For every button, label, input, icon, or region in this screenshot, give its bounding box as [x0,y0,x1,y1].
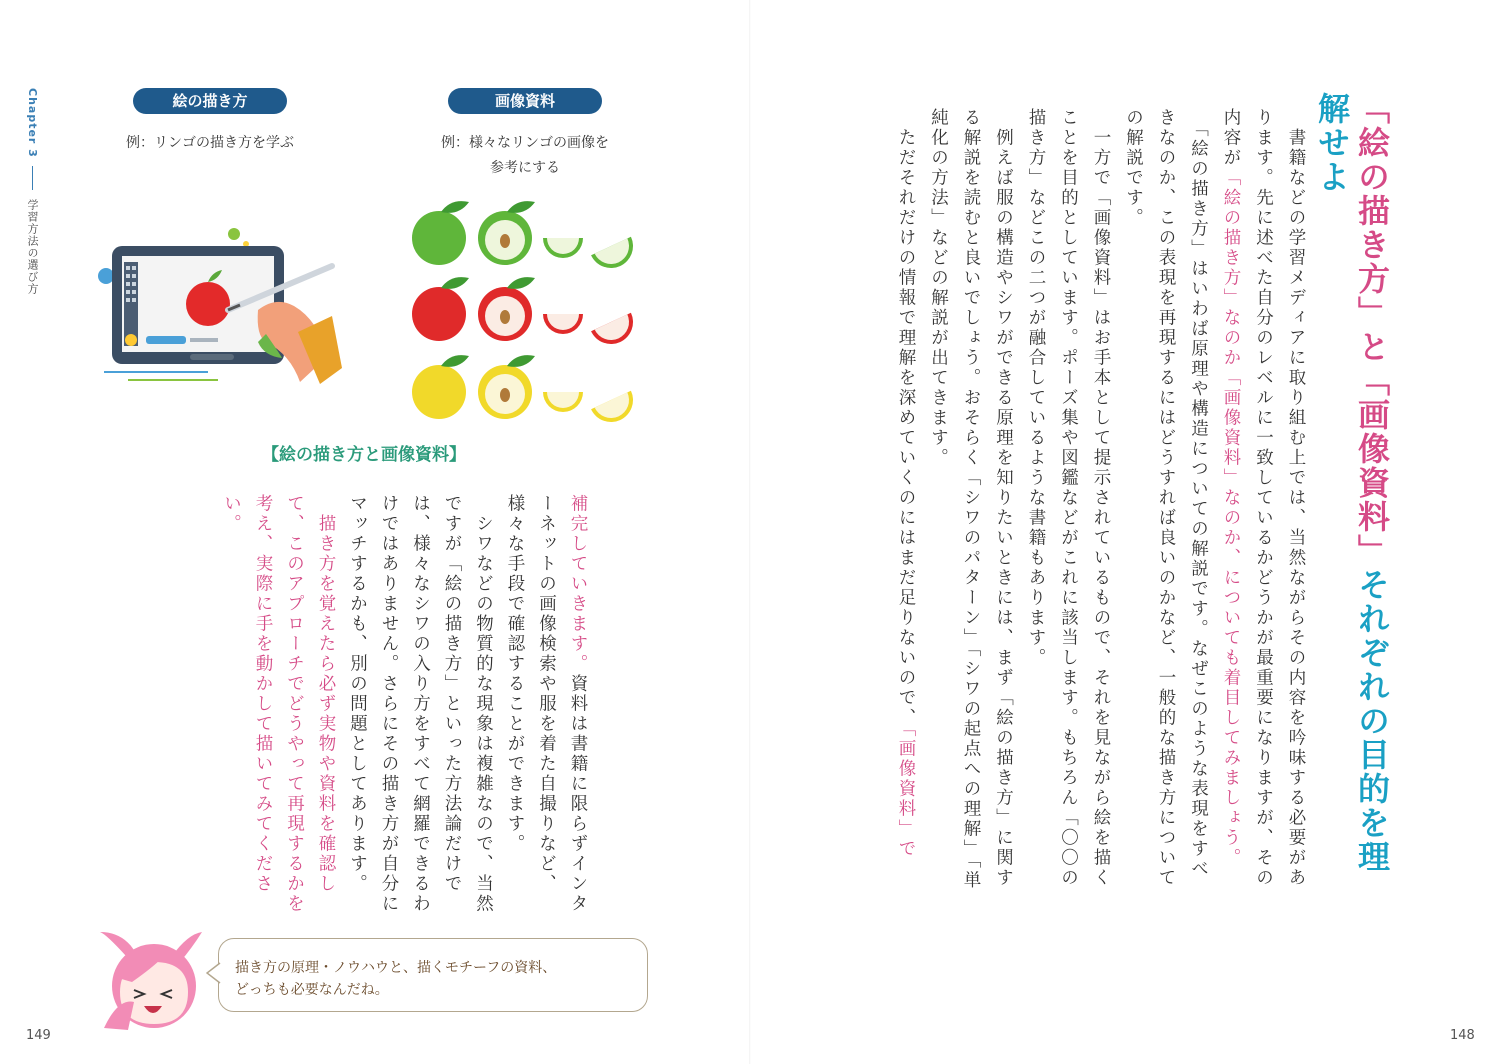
character-avatar [96,928,218,1032]
right-paragraph-4 [922,108,1020,898]
apple-row-red [412,277,640,351]
left-p2-text: シワなどの物質的な現象は複雑なので、当然ですが「絵の描き方」といった方法論だけでは、様々なシワの入り方をすべて網羅できるわけではありません。さらにその描き方が自分にマッチするかも、別の問題としてあります。 [347,494,494,914]
right-p5-pink: 「画像資料」で [896,728,916,860]
right-p4-text: 例えば服の構造やシワができる原理を知りたいときには、まず「絵の描き方」に関する解説を読むと良いでしょう。おそらく「シワのパターン」「シワの起点への理解」「単純化の方法」などの解説が出てきます。 [928,108,1014,891]
apple-row-green [412,201,640,275]
right-p3-text: 一方で「画像資料」はお手本として提示されているもので、それを見ながら絵を描くことを目的としています。ポーズ集や図鑑などがこれに該当します。もちろん「〇〇の描き方」などこの二つが融合しているような書籍もあります。 [1026,108,1111,888]
apple-reference-grid [405,196,640,428]
page-number-left: 149 [26,1028,51,1043]
page-heading [1312,92,1392,892]
right-paragraph-3 [1020,108,1118,898]
figure-caption: 【絵の描き方と画像資料】 [262,445,466,465]
speech-line-2: どっちも必要なんだね。 [235,982,389,998]
page-number-right: 148 [1450,1028,1475,1043]
right-page-body [890,108,1313,898]
left-paragraph-1 [499,494,594,914]
heading-rest: それぞれの目的を理解せよ [1313,92,1391,874]
tablet-drawing-illustration [98,226,343,386]
left-page-body [215,494,593,914]
pill-image-reference: 画像資料 [448,88,602,114]
right-paragraph-2 [1117,108,1215,898]
chapter-subtitle: 学習方法の選び方 [26,198,39,295]
left-p1-text: 資料は書籍に限らずインターネットの画像検索や服を着た自撮りなど、様々な手段で確認することができます。 [505,494,588,914]
speech-bubble-tail [206,962,222,984]
right-p2-text: 「絵の描き方」はいわば原理や構造についての解説です。なぜこのような表現をすべきなのか、この表現を再現するにはどうすれば良いのかなど、一般的な描き方についての解説です。 [1123,108,1209,888]
left-paragraph-2 [341,494,499,914]
right-paragraph-5 [890,108,923,898]
chapter-label: Chapter 3 [26,88,39,158]
heading-highlight: 「絵の描き方」と「画像資料」 [1353,92,1391,568]
right-p5-text: ただそれだけの情報で理解を深めていくのにはまだ足りないので、 [896,128,916,728]
left-paragraph-3 [215,494,341,914]
right-p1-text: 書籍などの学習メディアに取り組む上では、当然ながらその内容を吟味する必要があります。先に述べた自分のレベルに一致しているかどうかが最重要になりますが、その内容が [1221,108,1306,888]
example-images-line1: 例：様々なリンゴの画像を [441,135,609,151]
example-drawing: 例：リンゴの描き方を学ぶ [126,135,294,151]
pill-drawing-method: 絵の描き方 [133,88,287,114]
page-gutter [749,0,751,1064]
speech-line-1: 描き方の原理・ノウハウと、描くモチーフの資料、 [235,960,557,976]
left-p3-pink: 描き方を覚えたら必ず実物や資料を確認して、このアプローチでどうやって再現するかを考え、実際に手を動かして描いてみてください。 [221,494,336,914]
side-tab-divider [32,166,33,190]
example-images-line2: 参考にする [490,160,560,176]
chapter-side-tab [24,88,40,295]
apple-row-yellow [412,355,640,428]
right-p1-pink: 「絵の描き方」なのか「画像資料」なのか、についても着目してみましょう。 [1221,168,1241,868]
right-paragraph-1 [1215,108,1313,898]
speech-bubble [218,938,648,1012]
left-p1-pink: 補完していきます。 [568,494,588,674]
